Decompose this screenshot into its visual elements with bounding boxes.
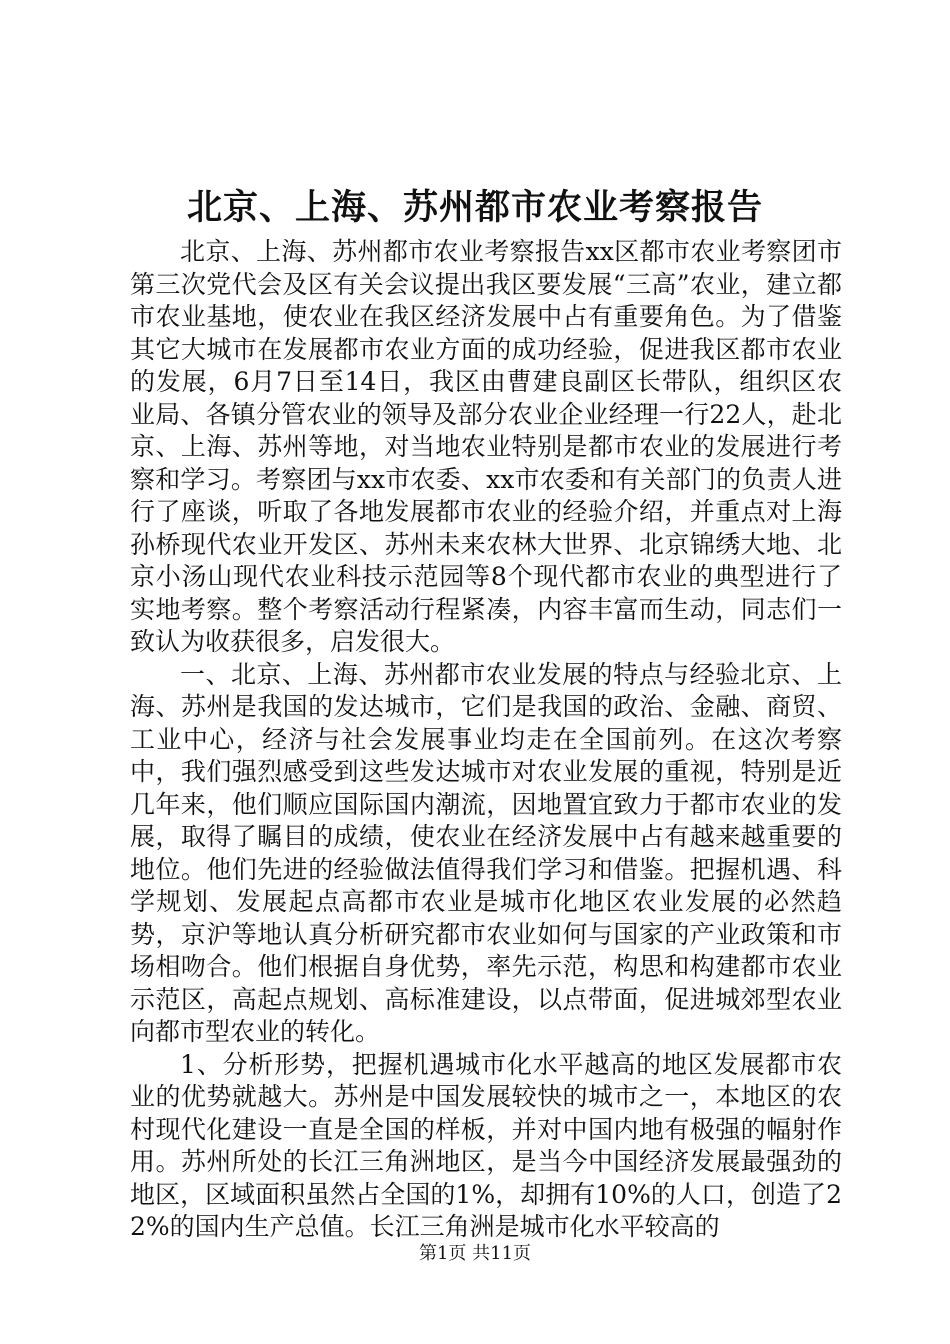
page-footer: 第1页 共11页 xyxy=(418,1243,532,1264)
document-body xyxy=(130,236,842,1244)
paragraph-intro: 北京、上海、苏州都市农业考察报告xx区都市农业考察团市第三次党代会及区有关会议提出我区要发展“三高”农业，建立都市农业基地，使农业在我区经济发展中占有重要角色。为了借鉴其它大城市在发展都市农业方面的成功经验，促进我区都市农业的发展，6月7日至14日，我区由曹建良副区长带队，组织区农业局、各镇分管农业的领导及部分农业企业经理一行22人，赴北京、上海、苏州等地，对当地农业特别是都市农业的发展进行考察和学习。考察团与xx市农委、xx市农委和有关部门的负责人进行了座谈，听取了各地发展都市农业的经验介绍，并重点对上海孙桥现代农业开发区、苏州未来农林大世界、北京锦绣大地、北京小汤山现代农业科技示范园等8个现代都市农业的典型进行了实地考察。整个考察活动行程紧凑，内容丰富而生动，同志们一致认为收获很多，启发很大。 xyxy=(130,237,842,656)
document-title: 北京、上海、苏州都市农业考察报告 xyxy=(186,187,763,228)
paragraph-subsection-one: 1、分析形势，把握机遇城市化水平越高的地区发展都市农业的优势就越大。苏州是中国发展较快的城市之一，本地区的农村现代化建设一直是全国的样板，并对中国内地有极强的幅射作用。苏州所处的长江三角洲地区，是当今中国经济发展最强劲的地区，区域面积虽然占全国的1%，却拥有10%的人口，创造了22%的国内生产总值。长江三角洲是城市化水平较高的 xyxy=(130,1049,842,1241)
paragraph-section-one: 一、北京、上海、苏州都市农业发展的特点与经验北京、上海、苏州是我国的发达城市，它们是我国的政治、金融、商贸、工业中心，经济与社会发展事业均走在全国前列。在这次考察中，我们强烈感受到这些发达城市对农业发展的重视，特别是近几年来，他们顺应国际国内潮流，因地置宜致力于都市农业的发展，取得了瞩目的成绩，使农业在经济发展中占有越来越重要的地位。他们先进的经验做法值得我们学习和借鉴。把握机遇、科学规划、发展起点高都市农业是城市化地区农业发展的必然趋势，京沪等地认真分析研究都市农业如何与国家的产业政策和市场相吻合。他们根据自身优势，率先示范，构思和构建都市农业示范区，高起点规划、高标准建设，以点带面，促进城郊型农业向都市型农业的转化。 xyxy=(130,659,842,1046)
